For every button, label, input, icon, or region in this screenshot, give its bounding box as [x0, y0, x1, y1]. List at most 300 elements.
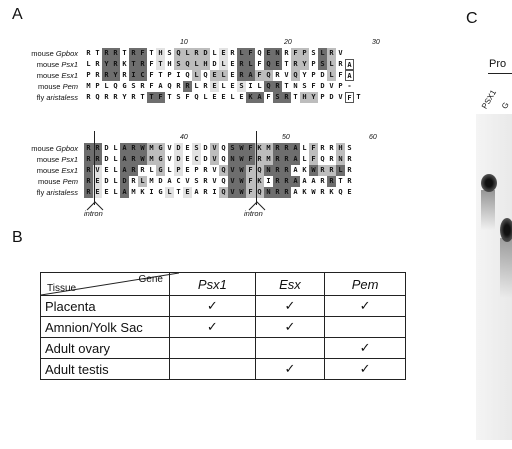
residue: Q: [221, 155, 226, 163]
check-icon: ✓: [255, 296, 324, 317]
residue: E: [93, 187, 102, 198]
residue: A: [345, 70, 354, 81]
residue: M: [86, 82, 91, 90]
residue: P: [167, 71, 172, 79]
residue: F: [149, 71, 154, 79]
residue: R: [86, 49, 91, 57]
residue: Q: [264, 81, 273, 92]
sequence-gene: aristaless: [46, 93, 78, 102]
sequence-gene: Gpbox: [55, 144, 78, 153]
residue: A: [293, 166, 298, 174]
residue: Q: [264, 70, 273, 81]
sequence-organism: mouse: [31, 144, 56, 153]
residue: W: [237, 143, 246, 154]
residue: R: [111, 48, 120, 59]
residue: H: [201, 59, 210, 70]
residue: R: [84, 154, 93, 165]
residue: R: [320, 177, 325, 185]
gene-header: Esx: [255, 273, 324, 296]
residue: I: [129, 70, 138, 81]
table-header-row: [41, 273, 406, 296]
residue: S: [302, 82, 307, 90]
residue: G: [156, 154, 165, 165]
residue: V: [212, 177, 217, 185]
residue: R: [102, 48, 111, 59]
intron-label: intron: [84, 209, 103, 218]
residue: Q: [95, 93, 100, 101]
residue: L: [203, 93, 208, 101]
intron-label: intron: [244, 209, 263, 218]
residue: D: [174, 143, 183, 154]
residue: S: [318, 59, 327, 70]
residue: A: [194, 188, 199, 196]
residue: R: [176, 82, 181, 90]
residue: L: [165, 187, 174, 198]
residue: A: [120, 143, 129, 154]
residue: R: [273, 187, 282, 198]
residue: F: [255, 70, 264, 81]
residue: R: [84, 143, 93, 154]
residue: S: [311, 49, 316, 57]
corner-tissue-label: Tissue: [47, 283, 77, 294]
sequence-row: [84, 81, 354, 92]
residue: L: [212, 49, 217, 57]
residue: Q: [221, 177, 226, 185]
residue: F: [138, 48, 147, 59]
residue: I: [248, 82, 253, 90]
residue: F: [156, 92, 165, 103]
residue: R: [230, 49, 235, 57]
residue: E: [239, 93, 244, 101]
residue: S: [176, 93, 181, 101]
residue: Q: [185, 71, 190, 79]
residue: I: [266, 177, 271, 185]
residue: L: [183, 48, 192, 59]
residue: V: [185, 177, 190, 185]
residue: Q: [320, 155, 325, 163]
position-number: 30: [372, 39, 380, 46]
residue: A: [158, 82, 163, 90]
sequence-row: [84, 154, 354, 165]
residue: L: [86, 60, 91, 68]
tissue-name: Amnion/Yolk Sac: [41, 317, 170, 338]
check-icon: [325, 317, 406, 338]
residue: L: [167, 166, 172, 174]
position-number: 20: [284, 39, 292, 46]
residue: V: [167, 155, 172, 163]
residue: M: [264, 154, 273, 165]
sequence-row: [84, 165, 354, 176]
residue: V: [338, 49, 343, 57]
residue: R: [291, 59, 300, 70]
residue: M: [149, 177, 154, 185]
tissue-name: Adult testis: [41, 359, 170, 380]
residue: E: [219, 48, 228, 59]
residue: R: [203, 177, 208, 185]
residue: S: [228, 143, 237, 154]
residue: E: [210, 81, 219, 92]
residue: R: [93, 154, 102, 165]
residue: W: [237, 154, 246, 165]
sequence-name: [0, 154, 78, 165]
residue: D: [104, 155, 109, 163]
residue: L: [192, 59, 201, 70]
residue: E: [104, 166, 109, 174]
expression-table: [40, 272, 406, 380]
residue: E: [230, 82, 235, 90]
residue: E: [104, 188, 109, 196]
residue: Q: [255, 187, 264, 198]
residue: E: [183, 187, 192, 198]
residue: R: [327, 48, 336, 59]
residue: L: [113, 144, 118, 152]
gel-lane-label: G: [500, 100, 511, 111]
residue: L: [149, 166, 154, 174]
residue: Q: [219, 187, 228, 198]
sequence-name: [0, 81, 78, 92]
residue: L: [219, 59, 228, 70]
residue: H: [156, 48, 165, 59]
corner-gene-label: Gene: [138, 274, 163, 285]
residue: H: [300, 92, 309, 103]
residue: E: [230, 71, 235, 79]
residue: Y: [302, 71, 307, 79]
sequence-organism: fly: [36, 188, 47, 197]
sequence-row: [84, 143, 354, 154]
residue: E: [185, 144, 190, 152]
position-number: 60: [369, 134, 377, 141]
residue: E: [210, 70, 219, 81]
residue: W: [138, 143, 147, 154]
residue: I: [212, 188, 217, 196]
residue: R: [129, 154, 138, 165]
residue: V: [210, 154, 219, 165]
residue: R: [129, 165, 138, 176]
residue: R: [84, 176, 93, 187]
residue: R: [327, 176, 336, 187]
residue: D: [158, 177, 163, 185]
check-icon: [170, 338, 256, 359]
residue: R: [237, 70, 246, 81]
residue: C: [176, 177, 181, 185]
residue: Q: [257, 49, 262, 57]
sequence-gene: Psx1: [61, 155, 78, 164]
residue: R: [273, 165, 282, 176]
residue: R: [95, 71, 100, 79]
residue: M: [264, 143, 273, 154]
residue: G: [122, 82, 127, 90]
residue: E: [93, 176, 102, 187]
sequence-row: [84, 70, 354, 81]
residue: V: [228, 176, 237, 187]
residue: R: [273, 81, 282, 92]
residue: R: [122, 71, 127, 79]
sequence-gene: Esx1: [61, 166, 78, 175]
residue: D: [104, 177, 109, 185]
residue: F: [338, 71, 343, 79]
residue: R: [329, 144, 334, 152]
residue: R: [273, 143, 282, 154]
residue: R: [131, 93, 136, 101]
residue: A: [120, 165, 129, 176]
residue: Y: [309, 92, 318, 103]
check-icon: ✓: [325, 359, 406, 380]
residue: Y: [102, 59, 111, 70]
residue: R: [104, 93, 109, 101]
residue: R: [140, 166, 145, 174]
residue: V: [329, 82, 334, 90]
residue: L: [113, 155, 118, 163]
tissue-name: Adult ovary: [41, 338, 170, 359]
residue: L: [257, 82, 262, 90]
residue: K: [140, 188, 145, 196]
residue: T: [338, 177, 343, 185]
sequence-name: [0, 176, 78, 187]
residue: Q: [194, 93, 199, 101]
residue: Q: [264, 59, 273, 70]
residue: E: [221, 93, 226, 101]
check-icon: [255, 338, 324, 359]
residue: V: [167, 144, 172, 152]
residue: E: [230, 60, 235, 68]
residue: R: [255, 154, 264, 165]
residue: S: [174, 59, 183, 70]
residue: M: [131, 188, 136, 196]
residue: L: [246, 59, 255, 70]
residue: I: [149, 188, 154, 196]
residue: W: [309, 165, 318, 176]
residue: Q: [221, 144, 226, 152]
panel-label-a: A: [12, 6, 23, 23]
sequence-organism: mouse: [36, 71, 62, 80]
sequence-name: [0, 143, 78, 154]
residue: E: [185, 166, 190, 174]
table-row: [41, 338, 406, 359]
residue: A: [246, 70, 255, 81]
residue: R: [84, 165, 93, 176]
residue: R: [84, 187, 93, 198]
residue: R: [318, 165, 327, 176]
residue: W: [237, 187, 246, 198]
intron-marker-line: [256, 131, 257, 205]
tissue-name: Placenta: [41, 296, 170, 317]
residue: A: [291, 176, 300, 187]
check-icon: [170, 359, 256, 380]
residue: T: [156, 59, 165, 70]
position-number: 10: [180, 39, 188, 46]
residue: S: [131, 82, 136, 90]
residue: R: [338, 60, 343, 68]
sequence-row: [84, 176, 354, 187]
residue: D: [203, 144, 208, 152]
residue: R: [138, 59, 147, 70]
residue: R: [284, 49, 289, 57]
residue: E: [264, 48, 273, 59]
residue: V: [212, 166, 217, 174]
residue: L: [113, 166, 118, 174]
check-icon: ✓: [255, 317, 324, 338]
residue: F: [311, 82, 316, 90]
residue: C: [138, 70, 147, 81]
residue: R: [273, 176, 282, 187]
residue: F: [149, 82, 154, 90]
residue: Q: [338, 188, 343, 196]
residue: S: [194, 177, 199, 185]
residue: A: [167, 177, 172, 185]
residue: V: [210, 143, 219, 154]
residue: F: [246, 165, 255, 176]
table-row: [41, 317, 406, 338]
residue: Y: [111, 70, 120, 81]
residue: R: [327, 165, 336, 176]
residue: K: [302, 166, 307, 174]
residue: E: [347, 188, 352, 196]
check-icon: ✓: [255, 359, 324, 380]
residue: S: [192, 143, 201, 154]
panel-label-b: B: [12, 229, 23, 246]
check-icon: ✓: [170, 296, 256, 317]
sequence-row: [84, 187, 354, 198]
residue: F: [246, 48, 255, 59]
residue: N: [264, 187, 273, 198]
residue: Q: [219, 165, 228, 176]
residue: R: [275, 71, 280, 79]
residue: D: [201, 48, 210, 59]
residue: P: [194, 166, 199, 174]
check-icon: ✓: [325, 338, 406, 359]
residue: A: [302, 177, 307, 185]
residue: Y: [122, 93, 127, 101]
residue: A: [120, 154, 129, 165]
position-number: 50: [282, 134, 290, 141]
residue: L: [219, 70, 228, 81]
residue: S: [167, 49, 172, 57]
residue: K: [255, 143, 264, 154]
sequence-row: [84, 59, 354, 70]
residue: A: [293, 188, 298, 196]
residue: A: [345, 59, 354, 70]
corner-cell: [41, 273, 170, 296]
residue: W: [237, 176, 246, 187]
residue: F: [309, 154, 318, 165]
residue: T: [140, 93, 145, 101]
residue: T: [129, 59, 138, 70]
panel-label-c: C: [466, 10, 478, 27]
sequence-organism: mouse: [37, 82, 63, 91]
residue: T: [293, 93, 298, 101]
gel-smear: [500, 238, 512, 298]
residue: L: [318, 48, 327, 59]
sequence-name: [0, 165, 78, 176]
residue: V: [284, 71, 289, 79]
sequence-name: [0, 48, 78, 59]
residue: F: [309, 143, 318, 154]
intron-marker-line: [94, 131, 95, 205]
residue: P: [311, 71, 316, 79]
gel-smear: [481, 190, 495, 230]
residue: R: [237, 59, 246, 70]
residue: K: [122, 60, 127, 68]
residue: P: [300, 48, 309, 59]
sequence-gene: Psx1: [61, 60, 78, 69]
residue: L: [230, 93, 235, 101]
position-number: 40: [180, 134, 188, 141]
residue: R: [102, 70, 111, 81]
sequence-name: [0, 92, 78, 103]
residue: R: [282, 154, 291, 165]
check-icon: ✓: [325, 296, 406, 317]
residue: F: [185, 93, 190, 101]
residue: A: [291, 143, 300, 154]
gel-header-underline: [488, 73, 512, 74]
residue: N: [336, 154, 345, 165]
residue: D: [320, 82, 325, 90]
table-row: [41, 359, 406, 380]
sequence-name: [0, 70, 78, 81]
residue: F: [246, 187, 255, 198]
residue: R: [129, 143, 138, 154]
residue: Q: [174, 48, 183, 59]
residue: L: [192, 70, 201, 81]
residue: V: [93, 165, 102, 176]
residue: L: [327, 70, 336, 81]
residue: P: [174, 165, 183, 176]
sequence-row: [84, 48, 345, 59]
residue: R: [282, 176, 291, 187]
residue: R: [131, 177, 136, 185]
residue: L: [336, 165, 345, 176]
sequence-organism: fly: [36, 93, 47, 102]
residue: E: [185, 155, 190, 163]
residue: Q: [113, 82, 118, 90]
residue: N: [273, 48, 282, 59]
residue: G: [156, 165, 165, 176]
residue: W: [237, 165, 246, 176]
residue: R: [203, 82, 208, 90]
residue: T: [176, 188, 181, 196]
sequence-gene: Pem: [62, 82, 78, 91]
residue: T: [149, 49, 154, 57]
residue: Q: [255, 165, 264, 176]
sequence-gene: aristaless: [46, 188, 78, 197]
residue: F: [149, 60, 154, 68]
residue: R: [111, 59, 120, 70]
residue: Q: [291, 70, 300, 81]
residue: F: [246, 154, 255, 165]
residue: P: [311, 60, 316, 68]
residue: R: [329, 155, 334, 163]
gel-lane-label: PSX1: [480, 88, 499, 111]
sequence-organism: mouse: [37, 177, 63, 186]
residue: R: [95, 60, 100, 68]
residue: R: [113, 93, 118, 101]
residue: T: [158, 71, 163, 79]
residue: L: [113, 177, 118, 185]
residue: R: [347, 166, 352, 174]
residue: V: [228, 187, 237, 198]
residue: E: [273, 59, 282, 70]
residue: T: [356, 93, 361, 101]
residue: K: [329, 188, 334, 196]
sequence-gene: Pem: [62, 177, 78, 186]
residue: A: [255, 92, 264, 103]
residue: R: [282, 165, 291, 176]
residue: F: [246, 143, 255, 154]
residue: L: [327, 59, 336, 70]
gene-header: Psx1: [170, 273, 256, 296]
residue: W: [138, 154, 147, 165]
residue: T: [284, 60, 289, 68]
